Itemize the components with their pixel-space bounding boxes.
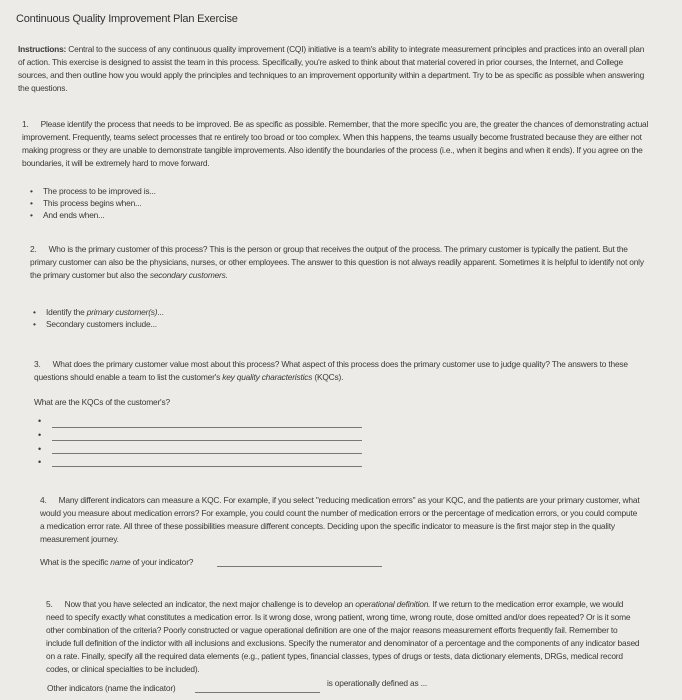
question-3-number: 3.: [34, 359, 41, 369]
answer-line[interactable]: [52, 440, 362, 441]
question-1-bullets: [30, 185, 330, 221]
answer-line[interactable]: [52, 466, 362, 467]
answer-bullet: •: [38, 430, 42, 440]
question-3-prompt: What are the KQCs of the customer's?: [34, 397, 170, 407]
page-title: Continuous Quality Improvement Plan Exercise: [16, 13, 238, 25]
list-item: • This process begins when...: [30, 197, 330, 209]
question-5-footer-label: Other indicators (name the indicator): [47, 683, 176, 693]
question-5: [46, 598, 642, 676]
question-4-prompt: What is the specific name of your indicator?: [40, 557, 194, 567]
question-3-text: What does the primary customer value most about this process? What aspect of this process does the primary customer use to judge quality? The answers to these questions should enable a team to list the customer's: [34, 359, 628, 382]
question-1-number: 1.: [22, 119, 29, 129]
question-5-text-end: If we return to the medication error example, we would need to specify exactly what constitutes a medication error. Is it wrong dose, wrong patient, wrong time, wrong route, dose omitted and/or does repeated? Or is it some other combination of the criteria? Poorly constructed or vague operational definition are one of the major reasons measurement efforts frequently fail. Remember to include full definition of the indictor with all inclusions and exclusions. Specify the numerator and denominator of a percentage and the components of any indicator based on a rate. Finally, specify all the required data elements (e.g., patient types, financial classes, types of drugs or tests, data dictionary elements, DRGs, medical record codes, or clinical specialties to be included).: [46, 599, 640, 674]
question-1: [22, 118, 652, 170]
answer-bullet: •: [38, 457, 42, 467]
list-item: • The process to be improved is...: [30, 185, 330, 197]
answer-line[interactable]: [52, 453, 362, 454]
other-indicator-line[interactable]: [195, 692, 320, 693]
question-2-bullets: [33, 306, 333, 330]
question-2: [30, 243, 648, 282]
question-3-emphasis: key quality characteristics: [222, 372, 313, 382]
list-item: • And ends when...: [30, 209, 330, 221]
question-4-text: Many different indicators can measure a KQC. For example, if you select "reducing medication errors" as your KQC, and the patients are your primary customer, what would you measure about medication errors? For example, you could count the number of medication errors or the percentage of medication errors, or you could compute a medication error rate. All three of these possibilities measure different concepts. Deciding upon the specific indicator to measure is the first major step in the quality measurement journey.: [40, 495, 640, 544]
instructions-label: Instructions:: [18, 44, 67, 54]
answer-bullet: •: [38, 416, 42, 426]
question-4-number: 4.: [40, 495, 47, 505]
question-5-text: Now that you have selected an indicator, the next major challenge is to develop an: [64, 599, 354, 609]
instructions-paragraph: [18, 43, 650, 95]
indicator-name-line[interactable]: [217, 566, 382, 567]
answer-bullet: •: [38, 444, 42, 454]
list-item: • Secondary customers include...: [33, 318, 333, 330]
question-5-footer-suffix: is operationally defined as ...: [327, 678, 427, 688]
question-1-text: Please identify the process that needs to be improved. Be as specific as possible. Remember, that the more specific you are, the greater the chances of demonstrating actual improvement. Frequently, teams select processes that re entirely too broad or too complex. When this happens, the teams usually become frustrated because they are either not making progress or they are unable to demonstrate tangible improvements. Also identify the boundaries of the process (i.e., when it begins and when it ends). If you agree on the boundaries, it will be extremely hard to move forward.: [22, 119, 649, 168]
question-2-text: Who is the primary customer of this process? This is the person or group that receives the output of the process. The primary customer is typically the patient. But the primary customer can also be the physicians, nurses, or other employees. The answer to this question is not always readily apparent. Sometimes it is helpful to identify not only the primary customer but also the: [30, 244, 644, 280]
question-2-number: 2.: [30, 244, 37, 254]
question-2-emphasis: secondary customers.: [149, 270, 228, 280]
question-3: [34, 358, 646, 384]
list-item: • Identify the primary customer(s)...: [33, 306, 333, 318]
question-3-text-end: (KQCs).: [314, 372, 344, 382]
question-5-number: 5.: [46, 599, 53, 609]
answer-line[interactable]: [52, 427, 362, 428]
question-5-emphasis: operational definition.: [355, 599, 431, 609]
instructions-text: Central to the success of any continuous quality improvement (CQI) initiative is a team's ability to integrate measurement principles and practices into an overall plan of action. This exercise is designed to assist the team in this process. Specifically, you're asked to think about that material covered in prior courses, the Internet, and College sources, and then outline how you would apply the principles and techniques to an improvement opportunity within a department. Try to be as specific as possible when answering the questions.: [18, 44, 645, 93]
question-4: [40, 494, 640, 546]
